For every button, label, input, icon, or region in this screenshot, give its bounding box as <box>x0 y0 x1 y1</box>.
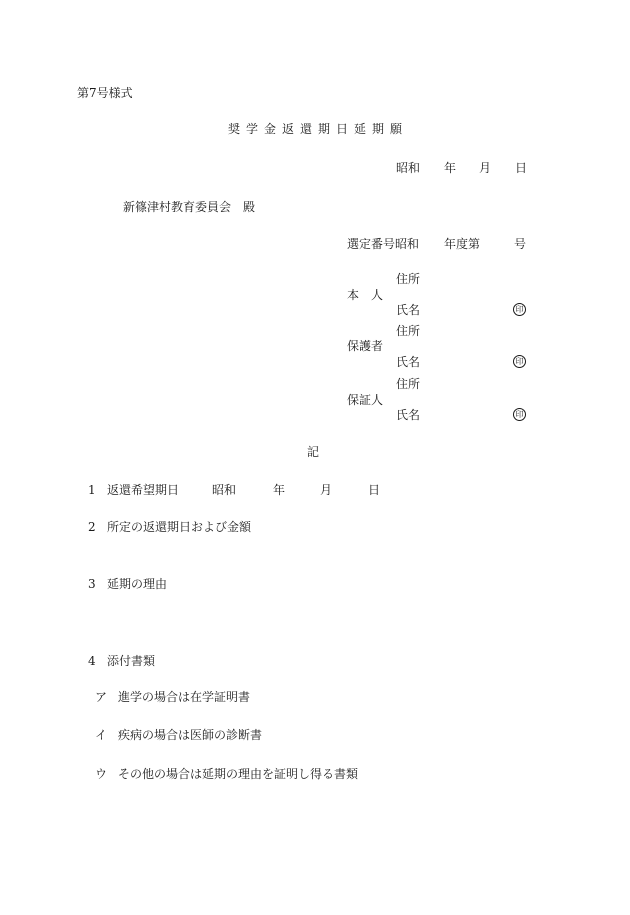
attachment-marker: イ <box>95 728 108 742</box>
date-day-label: 日 <box>515 161 528 175</box>
attachment-text: 進学の場合は在学証明書 <box>118 690 251 704</box>
attachment-marker: ウ <box>95 767 108 781</box>
date-era: 昭和 <box>396 161 421 175</box>
seal-mark: 印 <box>513 355 526 368</box>
item-number: 1 <box>88 483 96 497</box>
item-number: 3 <box>88 577 96 591</box>
date-year-label: 年 <box>444 161 457 175</box>
party-address-label: 住所 <box>396 272 421 286</box>
party-address-label: 住所 <box>396 324 421 338</box>
party-role: 保護者 <box>347 339 384 353</box>
party-address-label: 住所 <box>396 377 421 391</box>
item-number: 2 <box>88 520 96 534</box>
return-date-month-label: 月 <box>320 483 333 497</box>
attachment-marker: ア <box>95 690 108 704</box>
selection-year-suffix: 年度第 <box>444 237 481 251</box>
addressee: 新篠津村教育委員会 殿 <box>123 200 256 214</box>
party-name-label: 氏名 <box>396 408 421 422</box>
return-date-year-label: 年 <box>273 483 286 497</box>
attachment-text: 疾病の場合は医師の診断書 <box>118 728 263 742</box>
party-name-label: 氏名 <box>396 355 421 369</box>
return-date-era: 昭和 <box>212 483 237 497</box>
party-name-label: 氏名 <box>396 303 421 317</box>
party-role: 保証人 <box>347 393 384 407</box>
form-number: 第7号様式 <box>77 86 133 100</box>
item-label: 延期の理由 <box>107 577 168 591</box>
selection-number-suffix: 号 <box>514 237 527 251</box>
party-role: 本 人 <box>347 288 384 302</box>
seal-mark: 印 <box>513 408 526 421</box>
ki-heading: 記 <box>307 445 320 459</box>
date-month-label: 月 <box>479 161 492 175</box>
item-label: 返還希望期日 <box>107 483 180 497</box>
item-number: 4 <box>88 654 96 668</box>
item-label: 添付書類 <box>107 654 156 668</box>
item-label: 所定の返還期日および金額 <box>107 520 252 534</box>
document-title: 奨学金返還期日延期願 <box>228 122 409 136</box>
attachment-text: その他の場合は延期の理由を証明し得る書類 <box>118 767 359 781</box>
seal-mark: 印 <box>513 303 526 316</box>
return-date-day-label: 日 <box>368 483 381 497</box>
selection-number-label: 選定番号昭和 <box>347 237 420 251</box>
